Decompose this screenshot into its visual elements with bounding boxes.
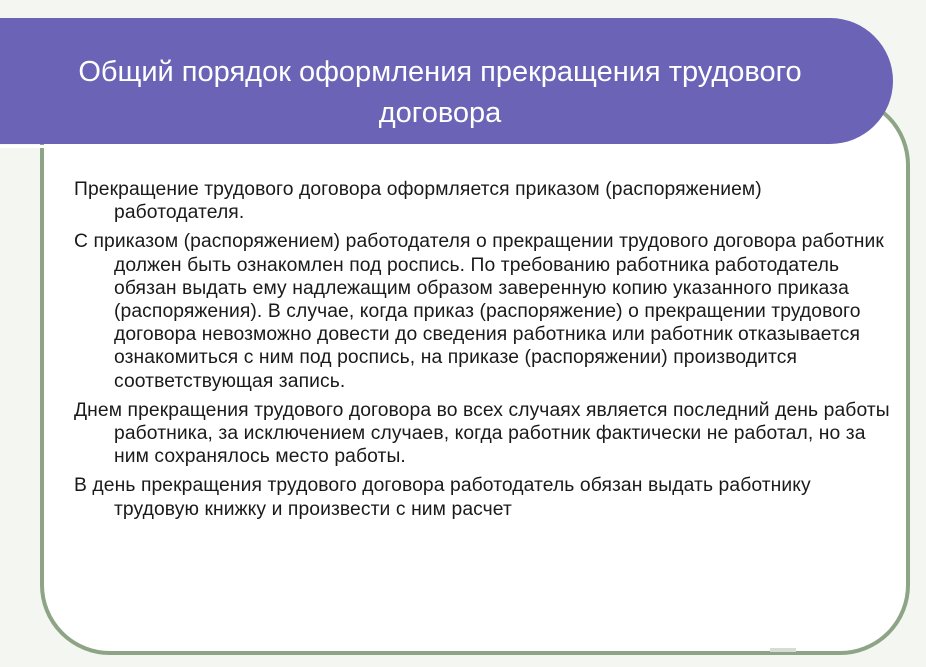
title-bar — [0, 18, 893, 144]
paragraph-2: С приказом (распоряжением) работодателя о прекращении трудового договора работник должен быть ознакомлен под роспись. По требованию работника работодатель обязан выдать ему надлежащим образом заверенную копию указанного приказа (распоряжения). В случае, когда приказ (распоряжение) о прекращении трудового договора невозможно довести до сведения работника или работник отказывается ознакомиться с ним под роспись, на приказе (распоряжении) производится соответствующая запись. — [74, 231, 884, 392]
slide-title: Общий порядок оформления прекращения трудового договора — [78, 56, 802, 129]
slide-body — [74, 178, 894, 527]
title-underline — [0, 145, 846, 148]
paragraph-3: Днем прекращения трудового договора во всех случаях является последний день работы работника, за исключением случаев, когда работник фактически не работал, но за ним сохранялось место работы. — [74, 399, 890, 468]
paragraph-1: Прекращение трудового договора оформляется приказом (распоряжением) работодателя. — [74, 179, 762, 224]
footer-mark — [770, 648, 796, 652]
paragraph-4: В день прекращения трудового договора работодатель обязан выдать работнику трудовую книжку и произвести с ним расчет — [74, 475, 811, 520]
